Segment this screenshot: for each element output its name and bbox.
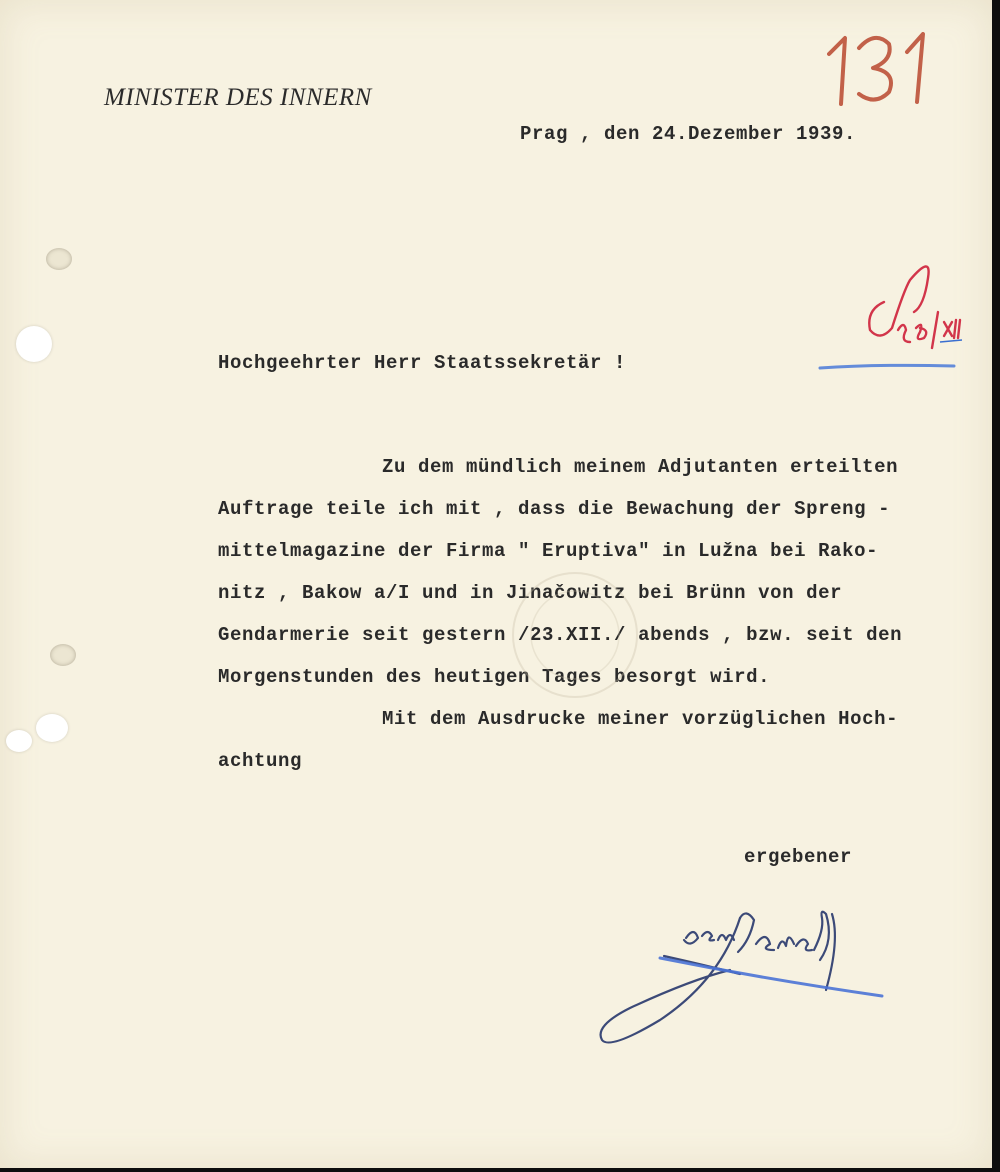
- blue-underline: [818, 360, 958, 374]
- registry-mark: [840, 250, 970, 360]
- body-line: Morgenstunden des heutigen Tages besorgt wird.: [218, 666, 771, 688]
- salutation: Hochgeehrter Herr Staatssekretär !: [218, 352, 627, 374]
- body-line: Auftrage teile ich mit , dass die Bewachung der Spreng -: [218, 498, 891, 520]
- folio-number-mark: [815, 20, 945, 110]
- punch-hole-patched-top: [46, 248, 72, 270]
- closing-line: achtung: [218, 750, 303, 772]
- punch-hole-bottom-edge: [6, 730, 32, 752]
- punch-hole-patched-bottom: [50, 644, 76, 666]
- scan-edge-bottom: [0, 1168, 1000, 1172]
- faint-stamp: [500, 560, 650, 710]
- letterhead: MINISTER DES INNERN: [104, 84, 372, 111]
- date-line: Prag , den 24.Dezember 1939.: [520, 123, 857, 145]
- valediction: ergebener: [744, 846, 853, 868]
- punch-hole-bottom: [36, 714, 68, 742]
- closing-line: Mit dem Ausdrucke meiner vorzüglichen Hoch-: [382, 708, 899, 730]
- body-line: mittelmagazine der Firma " Eruptiva" in Lužna bei Rako-: [218, 540, 879, 562]
- body-line: nitz , Bakow a/I und in Jinačowitz bei Brünn von der: [218, 582, 843, 604]
- signature-mark: [590, 900, 890, 1070]
- punch-hole-top: [16, 326, 52, 362]
- body-line: Gendarmerie seit gestern /23.XII./ abends , bzw. seit den: [218, 624, 903, 646]
- scan-edge-right: [992, 0, 1000, 1172]
- body-line: Zu dem mündlich meinem Adjutanten erteilten: [382, 456, 899, 478]
